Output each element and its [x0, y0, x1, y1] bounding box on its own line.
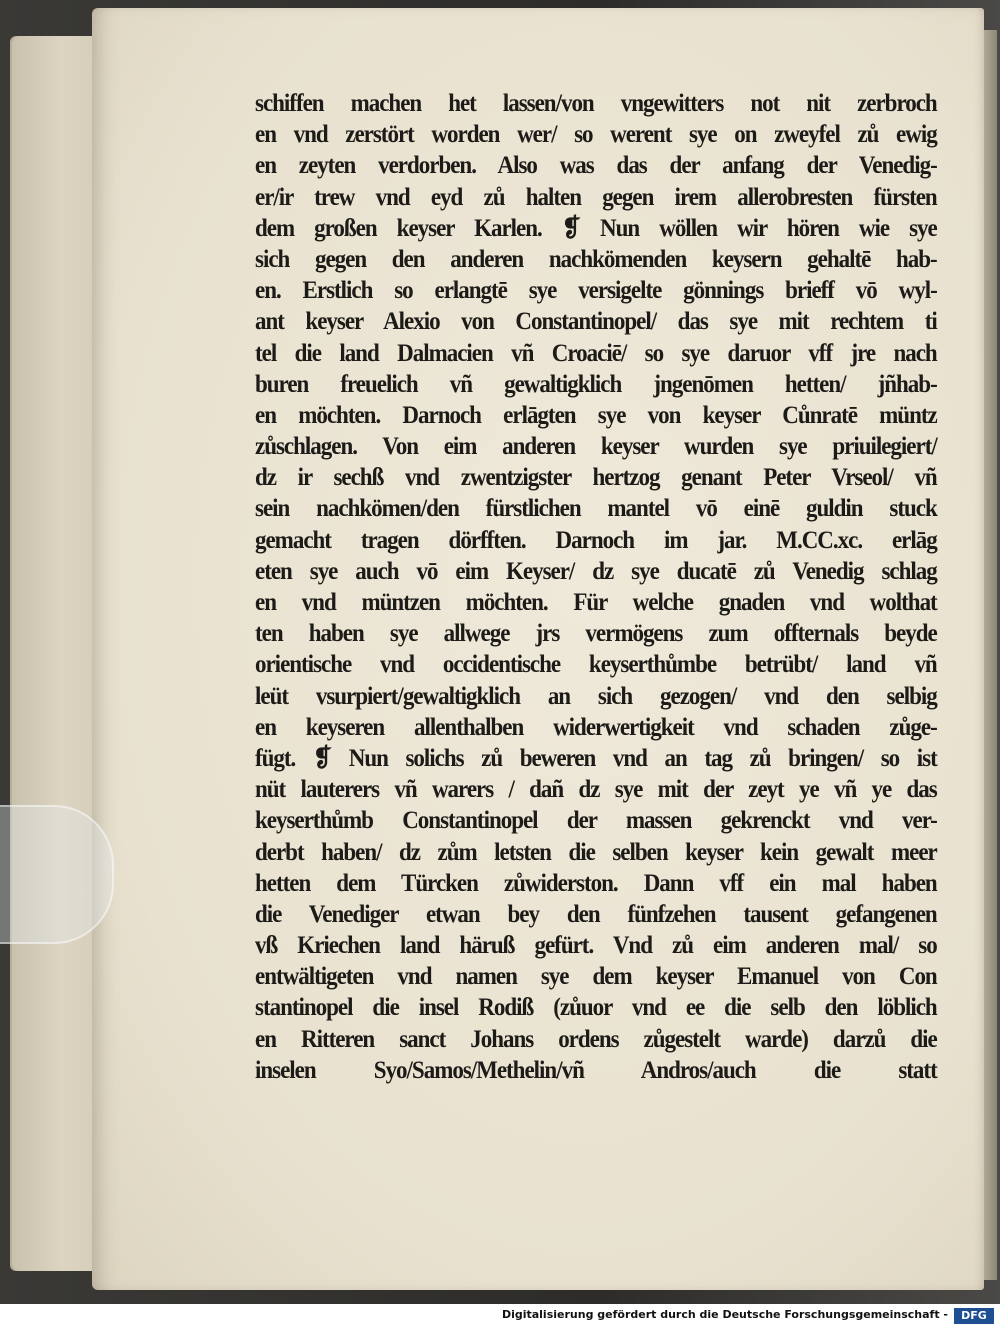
- text-line: en vnd müntzen möchten. Für welche gnaden vnd wolthat: [255, 589, 937, 616]
- text-line: leüt vsurpiert/gewaltigklich an sich gezogen/ vnd den selbig: [255, 682, 937, 710]
- text-line: orientische vnd occidentische keyserthůmbe betrübt/ land vñ: [255, 651, 937, 679]
- text-line: schiffen machen het lassen/von vngewitters not nit zerbroch: [255, 90, 937, 117]
- funding-credit: Digitalisierung gefördert durch die Deutsche Forschungsgemeinschaft -: [501, 1308, 948, 1321]
- text-line: derbt haben/ dz zům letsten die selben keyser kein gewalt meer: [255, 838, 937, 866]
- text-line: ant keyser Alexio von Constantinopel/ das sye mit rechtem ti: [255, 308, 937, 336]
- text-line: nüt lauterers vñ warers / dañ dz sye mit der zeyt ye vñ ye das: [255, 776, 937, 804]
- text-line: die Venediger etwan bey den fünfzehen tausent gefangenen: [255, 900, 937, 928]
- dfg-logo: DFG: [954, 1308, 994, 1324]
- text-line: dz ir sechß vnd zwentzigster hertzog genant Peter Vrseol/ vñ: [255, 464, 937, 492]
- text-line: en möchten. Darnoch erlāgten sye von keyser Cůnratē müntz: [255, 401, 937, 429]
- text-line: stantinopel die insel Rodiß (zůuor vnd ee die selb den löblich: [255, 994, 937, 1022]
- footer-bar: [0, 1304, 1000, 1328]
- text-line: en Ritteren sanct Johans ordens zůgestelt warde) darzů die: [255, 1025, 937, 1053]
- text-line: keyserthůmb Constantinopel der massen gekrenckt vnd ver-: [255, 807, 937, 835]
- text-line: fügt. ❡ Nun solichs zů beweren vnd an tag zů bringen/ so ist: [255, 744, 937, 772]
- text-line: en zeyten verdorben. Also was das der anfang der Venedig-: [255, 152, 937, 180]
- text-line: en. Erstlich so erlangtē sye versigelte gönnings brieff vō wyl-: [255, 277, 937, 305]
- text-line: sein nachkömen/den fürstlichen mantel vō einē guldin stuck: [255, 495, 937, 523]
- plastic-page-clip: [0, 805, 114, 944]
- page-text: [255, 88, 937, 1086]
- text-line: eten sye auch vō eim Keyser/ dz sye ducatē zů Venedig schlag: [255, 557, 937, 585]
- text-line: vß Kriechen land häruß gefürt. Vnd zů eim anderen mal/ so: [255, 932, 937, 960]
- text-line: gemacht tragen dörfften. Darnoch im jar. M.CC.xc. erlāg: [255, 526, 937, 554]
- text-line: en keyseren allenthalben widerwertigkeit vnd schaden zůge-: [255, 713, 937, 741]
- text-line: zůschlagen. Von eim anderen keyser wurden sye priuilegiert/: [255, 433, 937, 461]
- text-line: hetten dem Türcken zůwiderston. Dann vff ein mal haben: [255, 869, 937, 897]
- text-line: ten haben sye allwege jrs vermögens zum offternals beyde: [255, 620, 937, 648]
- text-line: dem großen keyser Karlen. ❡ Nun wöllen wir hören wie sye: [255, 214, 937, 242]
- text-line: en vnd zerstört worden wer/ so werent sye on zweyfel zů ewig: [255, 121, 937, 149]
- text-line: tel die land Dalmacien vñ Croaciē/ so sye daruor vff jre nach: [255, 339, 937, 367]
- text-line: entwältigeten vnd namen sye dem keyser Emanuel von Con: [255, 963, 937, 991]
- text-line: inselen Syo/Samos/Methelin/vñ Andros/auch die statt: [255, 1056, 937, 1084]
- text-line: er/ir trew vnd eyd zů halten gegen irem allerobresten fürsten: [255, 183, 937, 211]
- text-line: buren freuelich vñ gewaltigklich jngenōmen hetten/ jñhab-: [255, 370, 937, 398]
- text-line: sich gegen den anderen nachkömenden keysern gehaltē hab-: [255, 245, 937, 273]
